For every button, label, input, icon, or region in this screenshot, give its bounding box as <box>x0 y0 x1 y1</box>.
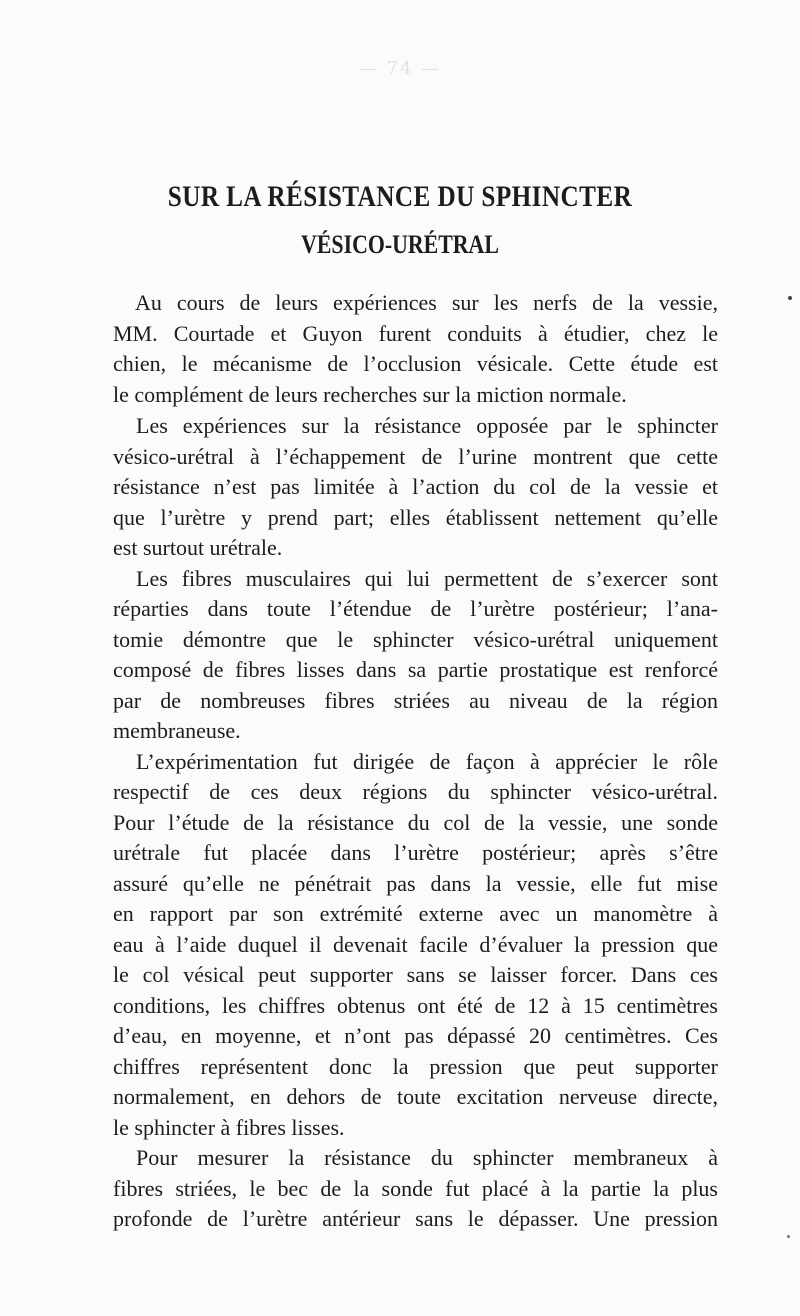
text-line: le col vésical peut supporter sans se laisser forcer. Dans ces <box>113 962 718 987</box>
text-line: Pour l’étude de la résistance du col de la vessie, une sonde <box>113 809 718 835</box>
text-line: résistance n’est pas limitée à l’action du col de la vessie et <box>113 474 718 499</box>
text-line: chien, le mécanisme de l’occlusion vésicale. Cette étude est <box>113 351 718 376</box>
text-line: est surtout urétrale. <box>113 535 283 560</box>
text-line: chiffres représentent donc la pression que peut supporter <box>113 1053 718 1079</box>
text-line: composé de fibres lisses dans sa partie prostatique est renforcé <box>113 657 718 682</box>
text-line: urétrale fut placée dans l’urètre postérieur; après s’être <box>113 840 718 865</box>
paragraph-1 <box>113 288 718 410</box>
text-line: vésico-urétral à l’échappement de l’urine montrent que cette <box>113 443 718 469</box>
paragraph-4 <box>113 747 718 1144</box>
text-line: profonde de l’urètre antérieur sans le dépasser. Une pression <box>113 1206 718 1231</box>
text-line: tomie démontre que le sphincter vésico-urétral uniquement <box>113 626 718 652</box>
margin-dot <box>787 1235 790 1238</box>
text-line: Au cours de leurs expériences sur les nerfs de la vessie, <box>135 290 718 315</box>
text-line: normalement, en dehors de toute excitation nerveuse directe, <box>113 1084 718 1109</box>
text-line: eau à l’aide duquel il devenait facile d’évaluer la pression que <box>113 931 718 957</box>
text-line: respectif de ces deux régions du sphincter vésico-urétral. <box>113 779 718 804</box>
running-header: — 74 — <box>358 58 442 79</box>
text-line: Les fibres musculaires qui lui permettent de s’exercer sont <box>136 565 718 591</box>
text-line: MM. Courtade et Guyon furent conduits à étudier, chez le <box>113 320 718 346</box>
text-line: conditions, les chiffres obtenus ont été de 12 à 15 centimètres <box>113 992 718 1018</box>
paragraph-5 <box>113 1143 718 1235</box>
margin-dot <box>788 296 792 300</box>
text-line: fibres striées, le bec de la sonde fut placé à la partie la plus <box>113 1175 718 1201</box>
paragraph-3 <box>113 564 718 747</box>
body-text <box>113 288 718 1235</box>
text-line: le complément de leurs recherches sur la miction normale. <box>113 381 627 407</box>
text-line: que l’urètre y prend part; elles établissent nettement qu’elle <box>113 504 718 530</box>
page-title: SUR LA RÉSISTANCE DU SPHINCTER <box>167 180 633 213</box>
text-line: le sphincter à fibres lisses. <box>113 1114 345 1140</box>
text-line: Les expériences sur la résistance opposée par le sphincter <box>136 413 718 438</box>
text-line: d’eau, en moyenne, et n’ont pas dépassé 20 centimètres. Ces <box>113 1023 718 1048</box>
text-line: Pour mesurer la résistance du sphincter membraneux à <box>136 1145 718 1170</box>
text-line: en rapport par son extrémité externe avec un manomètre à <box>113 901 718 926</box>
text-line: par de nombreuses fibres striées au niveau de la région <box>113 687 718 713</box>
paragraph-2 <box>113 411 718 564</box>
text-line: membraneuse. <box>113 718 241 743</box>
text-line: L’expérimentation fut dirigée de façon à apprécier le rôle <box>136 748 718 774</box>
page-subtitle: VÉSICO-URÉTRAL <box>301 230 499 259</box>
text-line: assuré qu’elle ne pénétrait pas dans la vessie, elle fut mise <box>113 870 718 896</box>
text-line: réparties dans toute l’étendue de l’urètre postérieur; l’ana- <box>113 596 718 621</box>
